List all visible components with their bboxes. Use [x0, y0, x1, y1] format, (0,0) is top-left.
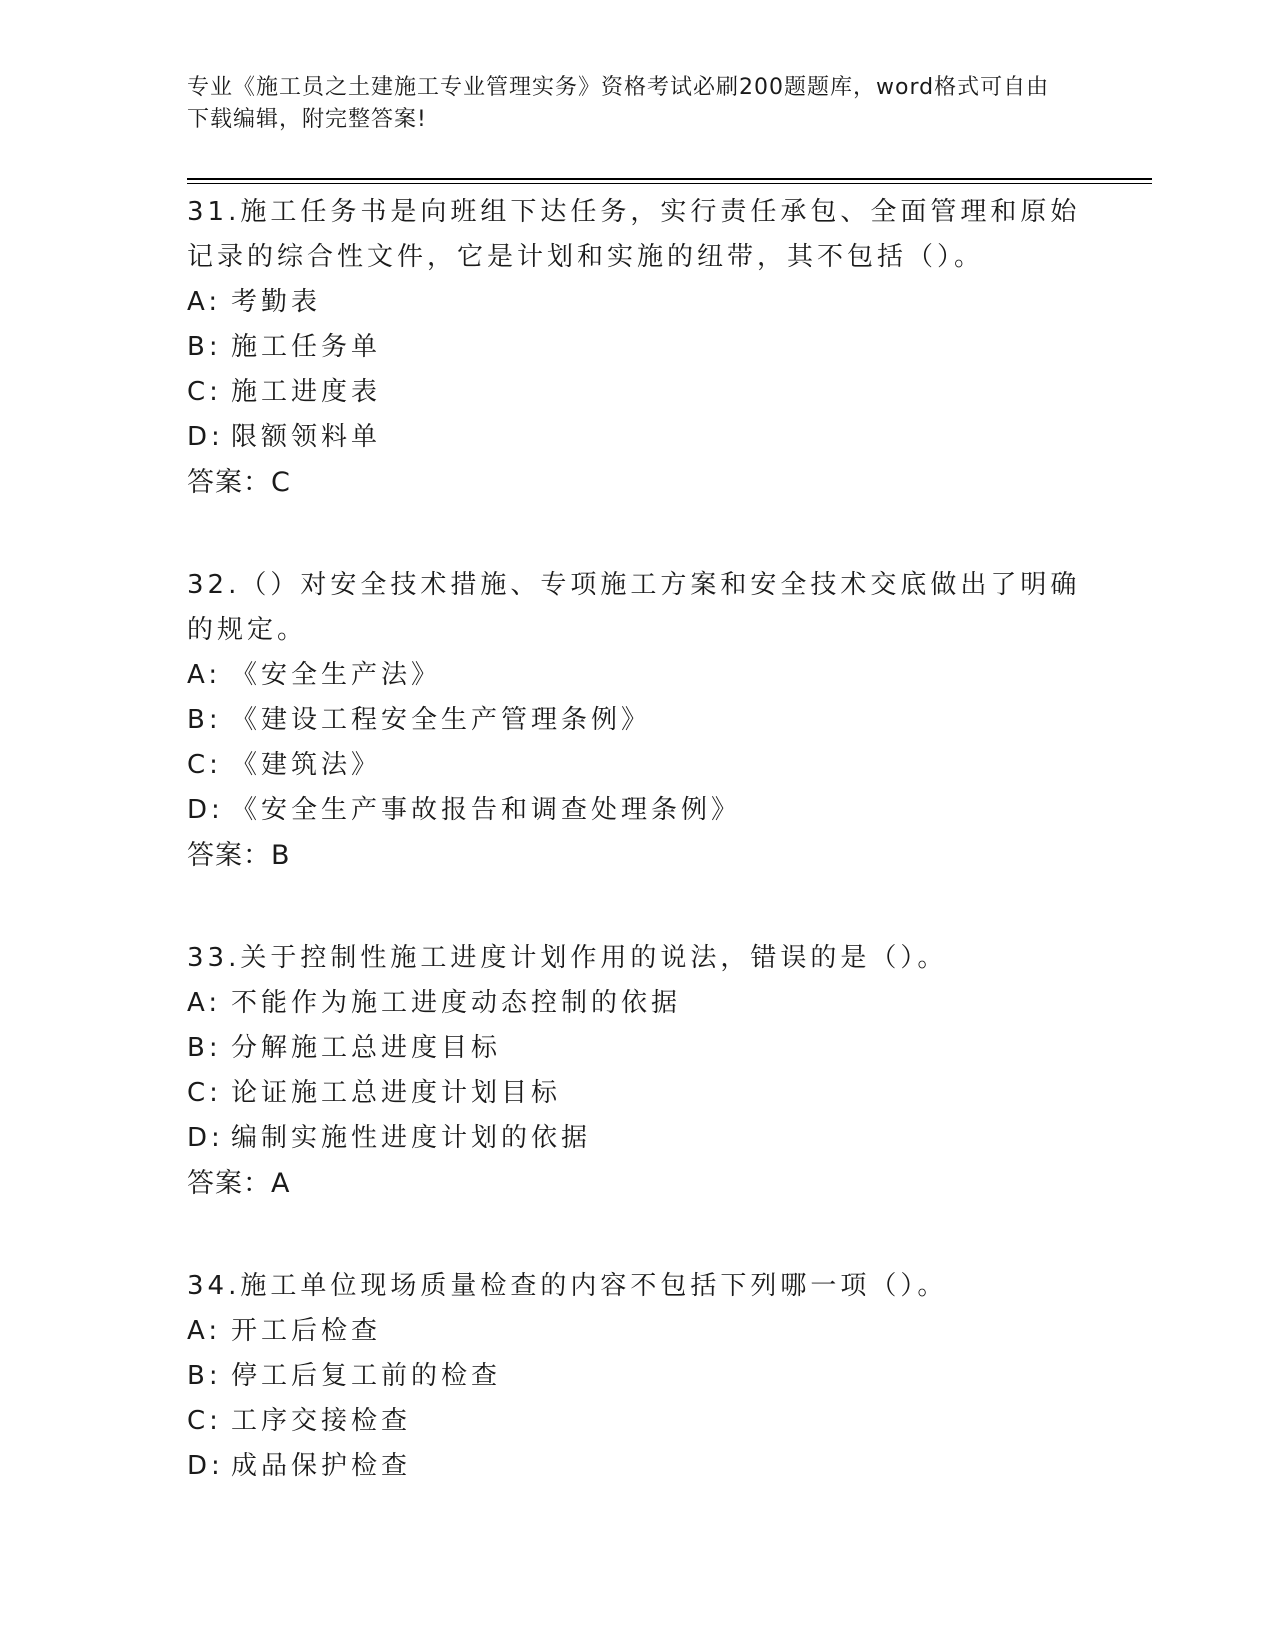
option-text: 论证施工总进度计划目标: [231, 1078, 562, 1108]
option-key: A:: [187, 988, 222, 1018]
option-c: [187, 1071, 1087, 1116]
option-key: D:: [187, 422, 224, 452]
answer-line: 答案：C: [187, 467, 291, 498]
option-text: 限额领料单: [231, 422, 382, 452]
option-text: 停工后复工前的检查: [231, 1361, 502, 1391]
option-text: 施工任务单: [231, 332, 382, 362]
question-stem: 32.（）对安全技术措施、专项施工方案和安全技术交底做出了明确的规定。: [187, 570, 1081, 645]
option-key: B:: [187, 1361, 222, 1391]
option-key: D:: [187, 1123, 224, 1153]
question-stem: 31.施工任务书是向班组下达任务，实行责任承包、全面管理和原始记录的综合性文件，它是计划和实施的纽带，其不包括（）。: [187, 197, 1081, 272]
question-31: [187, 190, 1087, 505]
answer-line: 答案：A: [187, 1168, 291, 1199]
header-divider: [187, 178, 1152, 184]
option-text: 编制实施性进度计划的依据: [231, 1123, 592, 1153]
option-text: 《建筑法》: [231, 750, 382, 780]
option-key: A:: [187, 287, 222, 317]
option-key: C:: [187, 1406, 222, 1436]
option-key: B:: [187, 1033, 222, 1063]
question-stem: 34.施工单位现场质量检查的内容不包括下列哪一项（）。: [187, 1271, 948, 1301]
option-c: [187, 1399, 1087, 1444]
option-text: 《建设工程安全生产管理条例》: [231, 705, 652, 735]
option-text: 分解施工总进度目标: [231, 1033, 502, 1063]
option-text: 施工进度表: [231, 377, 382, 407]
option-key: C:: [187, 750, 222, 780]
option-d: [187, 1444, 1087, 1489]
option-text: 考勤表: [231, 287, 322, 317]
option-key: D:: [187, 795, 224, 825]
option-a: [187, 653, 1087, 698]
option-key: A:: [187, 1316, 222, 1346]
question-stem: 33.关于控制性施工进度计划作用的说法，错误的是（）。: [187, 943, 948, 973]
option-key: C:: [187, 1078, 222, 1108]
option-a: [187, 280, 1087, 325]
option-b: [187, 1026, 1087, 1071]
option-c: [187, 743, 1087, 788]
option-key: D:: [187, 1451, 224, 1481]
question-32: [187, 563, 1087, 878]
option-key: B:: [187, 705, 222, 735]
question-33: [187, 936, 1087, 1206]
option-d: [187, 1116, 1087, 1161]
option-a: [187, 981, 1087, 1026]
option-text: 不能作为施工进度动态控制的依据: [231, 988, 682, 1018]
option-b: [187, 698, 1087, 743]
question-list: [187, 190, 1087, 1547]
option-key: C:: [187, 377, 222, 407]
option-d: [187, 415, 1087, 460]
option-text: 成品保护检查: [231, 1451, 412, 1481]
answer-line: 答案：B: [187, 840, 291, 871]
option-a: [187, 1309, 1087, 1354]
question-34: [187, 1264, 1087, 1489]
option-b: [187, 325, 1087, 370]
option-d: [187, 788, 1087, 833]
option-text: 开工后检查: [231, 1316, 382, 1346]
option-key: A:: [187, 660, 222, 690]
option-text: 《安全生产事故报告和调查处理条例》: [231, 795, 742, 825]
option-c: [187, 370, 1087, 415]
option-key: B:: [187, 332, 222, 362]
option-b: [187, 1354, 1087, 1399]
document-header: 专业《施工员之土建施工专业管理实务》资格考试必刷200题题库，word格式可自由下载编辑，附完整答案!: [187, 75, 1050, 132]
option-text: 工序交接检查: [231, 1406, 412, 1436]
option-text: 《安全生产法》: [231, 660, 442, 690]
